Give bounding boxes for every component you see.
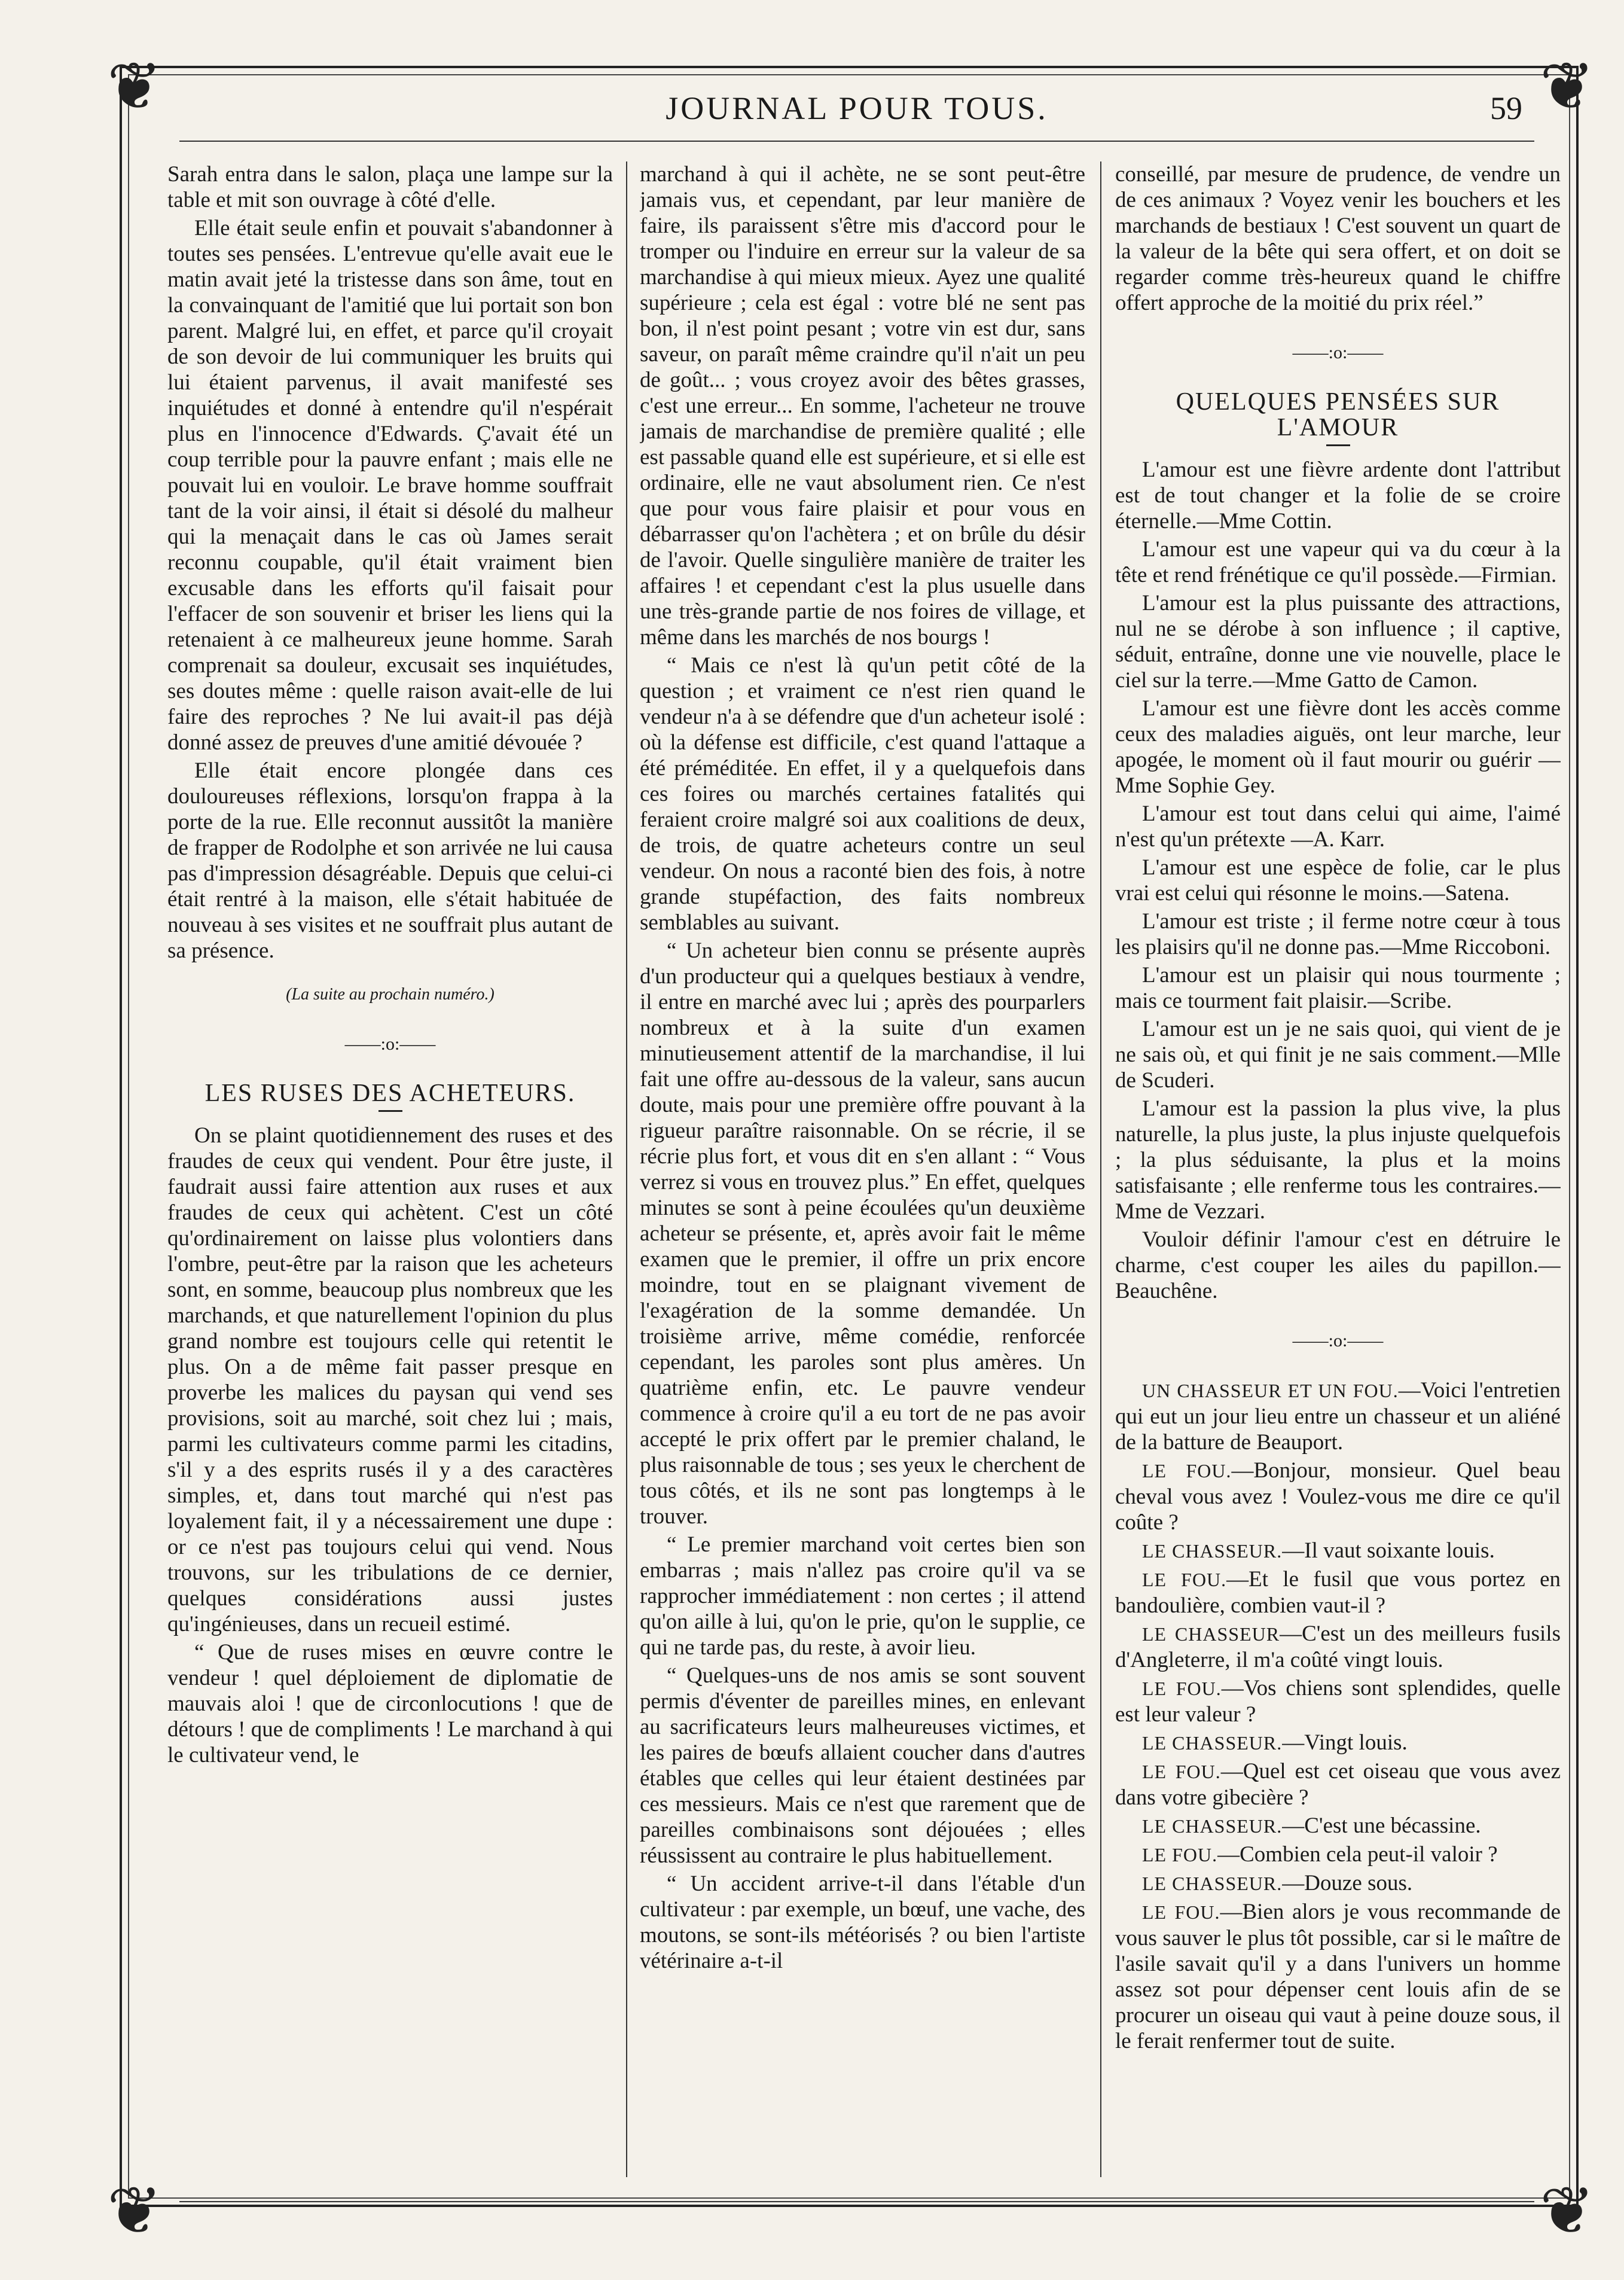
title-dash: [378, 1110, 402, 1112]
paragraph: “ Un accident arrive-t-il dans l'étable d'un cultivateur : par exemple, un bœuf, une vache, des moutons, se sont-ils météorisés ? ou bien l'artiste vétérinaire a-t-il: [640, 1871, 1085, 1973]
speaker: LE CHASSEUR.: [1142, 1540, 1283, 1562]
corner-ornament-icon: ❦: [1539, 2175, 1595, 2248]
speaker: LE CHASSEUR.: [1142, 1815, 1283, 1837]
paragraph: Sarah entra dans le salon, plaça une lampe sur la table et mit son ouvrage à côté d'elle.: [167, 162, 613, 212]
dialogue-line: [1115, 1621, 1561, 1673]
speech: —Et le fusil que vous portez en bandoulière, combien vaut-il ?: [1115, 1567, 1561, 1618]
speaker: LE FOU.: [1142, 1844, 1218, 1866]
speech: —Combien cela peut-il valoir ?: [1217, 1842, 1498, 1867]
speaker: LE FOU.: [1142, 1678, 1222, 1699]
column-1: [167, 161, 613, 2177]
section-separator: ——:o:——: [1292, 343, 1384, 362]
paragraph: “ Un acheteur bien connu se présente auprès d'un producteur qui a quelques bestiaux à vendre, il entre en marché avec lui ; après des pourparlers nombreux et à la suite d'un examen minutieusement attentif de la marchandise, il lui fait une offre au-dessous de la valeur, sans aucun doute, mais pour une première offre pouvant à la rigueur paraître raisonnable. On se récrie, il se récrie plus fort, et vous dit en s'en allant : “ Vous verrez si vous en trouvez plus.” En effet, quelques minutes se sont à peine écoulées qu'un deuxième acheteur se présente, et, après avoir fait le même examen que le premier, il offre un prix encore moindre, tout en se plaignant vivement de l'exagération de la somme demandée. Un troisième arrive, même comédie, renforcée cependant, les paroles sont plus amères. Un quatrième enfin, etc. Le pauvre vendeur commence à croire qu'il a eu tort de ne pas avoir accepté le prix offert par le premier chaland, le plus raisonnable de tous ; ses yeux le cherchent de tous côtés, et ils ne sont pas longtemps à le trouver.: [640, 938, 1085, 1529]
corner-ornament-icon: ❦: [106, 50, 163, 123]
dialogue-heading: UN CHASSEUR ET UN FOU.: [1142, 1380, 1399, 1401]
speech: —Bonjour, monsieur. Quel beau cheval vous avez ! Voulez-vous me dire ce qu'il coûte ?: [1115, 1458, 1561, 1535]
dialogue-line: [1115, 1675, 1561, 1727]
page-number: 59: [1490, 90, 1522, 126]
dialogue-line: [1115, 1458, 1561, 1535]
quote: L'amour est une espèce de folie, car le plus vrai est celui qui résonne le moins.—Satena.: [1115, 855, 1561, 906]
speech: —C'est une bécassine.: [1282, 1813, 1481, 1838]
section-separator: ——:o:——: [344, 1034, 436, 1054]
paragraph: “ Que de ruses mises en œuvre contre le vendeur ! quel déploiement de diplomatie de mauvais aloi ! que de circonlocutions ! que de détours ! que de compliments ! Le marchand à qui le cultivateur vend, le: [167, 1640, 613, 1767]
speaker: LE CHASSEUR: [1142, 1623, 1280, 1645]
speech: —Vos chiens sont splendides, quelle est leur valeur ?: [1115, 1676, 1561, 1727]
section-separator: ——:o:——: [1292, 1331, 1384, 1351]
corner-ornament-icon: ❦: [106, 2175, 163, 2248]
quote: L'amour est un je ne sais quoi, qui vient de je ne sais où, et qui finit je ne sais comment.—Mlle de Scuderi.: [1115, 1017, 1561, 1093]
speech: —Quel est cet oiseau que vous avez dans votre gibecière ?: [1115, 1759, 1561, 1810]
speech: —Il vaut soixante louis.: [1282, 1538, 1495, 1563]
article-columns: [167, 161, 1561, 2177]
quote: L'amour est la plus puissante des attractions, nul ne se dérobe à son influence ; il captive, séduit, entraîne, donne une vie nouvelle, place le ciel sur la terre.—Mme Gatto de Camon.: [1115, 591, 1561, 693]
dialogue-line: [1115, 1870, 1561, 1897]
quote: L'amour est une fièvre dont les accès comme ceux des maladies aiguës, ont leur marche, leur apogée, le moment où il faut mourir ou guérir —Mme Sophie Gey.: [1115, 696, 1561, 798]
paragraph: “ Mais ce n'est là qu'un petit côté de la question ; et vraiment ce n'est rien quand le vendeur n'a à se défendre que d'un acheteur isolé : où la défense est difficile, c'est quand l'attaque a été préméditée. En effet, il y a quelquefois dans ces foires ou marchés certaines fatalités qui feraient croire malgré soi aux coalitions de deux, de trois, de quatre acheteurs contre un seul vendeur. On nous a raconté bien des fois, à notre grande stupéfaction, des faits nombreux semblables au suivant.: [640, 653, 1085, 935]
speaker: LE CHASSEUR.: [1142, 1732, 1283, 1754]
column-divider: [626, 161, 627, 2177]
speech: —Douze sous.: [1282, 1871, 1413, 1895]
page-header: [179, 84, 1534, 138]
corner-ornament-icon: ❦: [1539, 50, 1595, 123]
dialogue-line: [1115, 1758, 1561, 1810]
section-title: QUELQUES PENSÉES SUR L'AMOUR: [1176, 388, 1500, 441]
column-divider: [1100, 161, 1101, 2177]
column-2: [640, 161, 1085, 2177]
quote: L'amour est une vapeur qui va du cœur à la tête et rend frénétique ce qu'il possède.—Firmian.: [1115, 537, 1561, 587]
journal-title: JOURNAL POUR TOUS.: [666, 90, 1048, 126]
paragraph: “ Quelques-uns de nos amis se sont souvent permis d'éventer de pareilles mines, en enlevant au sacrificateurs leurs malheureuses victimes, et les paires de bœufs allaient coucher dans d'autres étables que celles qui leur étaient destinées par ces messieurs. Mais ce n'est que rarement que de pareilles combinaisons sont déjouées ; elles réussissent au contraire le plus habituellement.: [640, 1663, 1085, 1868]
dialogue-intro: [1115, 1377, 1561, 1455]
speaker: LE CHASSEUR.: [1142, 1873, 1283, 1894]
dialogue-line: [1115, 1813, 1561, 1839]
quote: L'amour est un plaisir qui nous tourmente ; mais ce tourment fait plaisir.—Scribe.: [1115, 963, 1561, 1013]
paragraph: conseillé, par mesure de prudence, de vendre un de ces animaux ? Voyez venir les bouchers et les marchands de bestiaux ! C'est souvent un quart de la valeur de la bête qui sera offert, et on doit se regarder comme très-heureux quand le chiffre offert approche de la moitié du prix réel.”: [1115, 162, 1561, 315]
quote: Vouloir définir l'amour c'est en détruire le charme, c'est couper les ailes du papillon.—Beauchêne.: [1115, 1227, 1561, 1303]
dialogue-line: [1115, 1842, 1561, 1868]
dialogue-line: [1115, 1899, 1561, 2054]
column-3: [1115, 161, 1561, 2177]
title-dash: [1326, 444, 1350, 446]
header-rule: [179, 141, 1534, 142]
section-title: LES RUSES DES ACHETEURS.: [204, 1080, 576, 1107]
paragraph: “ Le premier marchand voit certes bien son embarras ; mais n'allez pas croire qu'il va se rapprocher immédiatement : non certes ; il attend qu'on aille à lui, qu'on le prie, qu'on le supplie, ce qui ne tarde pas, du reste, à avoir lieu.: [640, 1532, 1085, 1660]
speaker: LE FOU.: [1142, 1901, 1220, 1923]
speaker: LE FOU.: [1142, 1569, 1227, 1590]
speech: —Bien alors je vous recommande de vous sauver le plus tôt possible, car si le maître de l'asile savait qu'il y a dans l'univers un homme assez sot pour dépenser cent louis afin de se procurer un oiseau qui vaut à peine douze sous, il le ferait renfermer tout de suite.: [1115, 1900, 1561, 2053]
paragraph: marchand à qui il achète, ne se sont peut-être jamais vus, et cependant, par leur manière de faire, ils paraissent s'être mis d'accord pour le tromper ou l'induire en erreur sur la valeur de sa marchandise à qui mieux mieux. Ayez une qualité supérieure ; cela est égal : votre blé ne sent pas bon, il n'est point pesant ; votre vin est dur, sans saveur, on paraît même craindre qu'il n'ait un peu de goût... ; vous croyez avoir des bêtes grasses, c'est une erreur... En somme, l'acheteur ne trouve jamais de marchandise de première qualité ; elle est passable quand elle est supérieure, et si elle est ordinaire, elle ne vaut absolument rien. Ce n'est que pour vous faire plaisir et pour vous en débarrasser qu'on l'achètera ; et on brûle du désir de l'avoir. Quelle singulière manière de traiter les affaires ! et cependant c'est la plus usuelle dans une très-grande partie de nos foires de village, et même dans les marchés de nos bourgs !: [640, 162, 1085, 650]
quote: L'amour est la passion la plus vive, la plus naturelle, la plus juste, la plus injuste quelquefois ; la plus séduisante, la plus et la moins satisfaisante ; elle renferme tous les contraires.—Mme de Vezzari.: [1115, 1096, 1561, 1224]
paragraph: Elle était seule enfin et pouvait s'abandonner à toutes ses pensées. L'entrevue qu'elle avait eue le matin avait jeté la tristesse dans son âme, tout en la convainquant de l'amitié que lui portait son bon parent. Malgré lui, en effet, et parce qu'il croyait de son devoir de lui communiquer les bruits qui lui étaient parvenus, il avait manifesté ses inquiétudes et donné à entendre qu'il n'espérait plus en l'innocence d'Edwards. Ç'avait été un coup terrible pour la pauvre enfant ; mais elle ne pouvait lui en vouloir. Le brave homme souffrait tant de la voir ainsi, il était si désolé du malheur qui la menaçait dans le cas où James serait reconnu coupable, qu'il était vraiment bien excusable dans les efforts qu'il faisait pour l'effacer de son souvenir et briser les liens qui la retenaient à ce malheureux jeune homme. Sarah comprenait sa douleur, excusait ses inquiétudes, ses doutes même : quelle raison avait-elle de lui faire des reproches ? Ne lui avait-il pas déjà donné assez de preuves d'une amitié dévouée ?: [167, 216, 613, 755]
dialogue-line: [1115, 1538, 1561, 1564]
paragraph: Elle était encore plongée dans ces douloureuses réflexions, lorsqu'on frappa à la porte de la rue. Elle reconnut aussitôt la manière de frapper de Rodolphe et son arrivée ne lui causa pas d'impression désagréable. Depuis que celui-ci était rentré à la maison, elle s'était habituée de nouveau à ses visites et ne souffrait plus autant de sa présence.: [167, 758, 613, 963]
speaker: LE FOU.: [1142, 1761, 1221, 1782]
quote: L'amour est tout dans celui qui aime, l'aimé n'est qu'un prétexte —A. Karr.: [1115, 801, 1561, 852]
footer-rule: [179, 2201, 1534, 2202]
speaker: LE FOU.: [1142, 1460, 1232, 1482]
dialogue-intro-text: —Voici l'entretien qui eut un jour lieu entre un chasseur et un aliéné de la batture de Beauport.: [1115, 1378, 1561, 1455]
speech: —C'est un des meilleurs fusils d'Angleterre, il m'a coûté vingt louis.: [1115, 1621, 1561, 1672]
paragraph: On se plaint quotidiennement des ruses et des fraudes de ceux qui vendent. Pour être juste, il faudrait aussi faire attention aux ruses et aux fraudes de ceux qui achètent. C'est un côté qu'ordinairement on laisse plus volontiers dans l'ombre, peut-être par la raison que les acheteurs sont, en somme, beaucoup plus nombreux que les marchands, et que naturellement l'opinion du plus grand nombre est toujours celle qui retentit le plus. On a de même fait passer presque en proverbe les malices du paysan qui vend ses provisions, soit au marché, soit chez lui ; mais, parmi les cultivateurs comme parmi les citadins, s'il y a des esprits rusés il y a des caractères simples, et, dans tout marché qui n'est pas loyalement fait, il y a nécessairement une dupe : or ce n'est pas toujours celui qui vend. Nous trouvons, sur les tribulations de ce dernier, quelques considérations aussi justes qu'ingénieuses, dans un recueil estimé.: [167, 1123, 613, 1636]
dialogue-line: [1115, 1566, 1561, 1618]
dialogue-line: [1115, 1730, 1561, 1756]
quote: L'amour est une fièvre ardente dont l'attribut est de tout changer et la folie de se croire éternelle.—Mme Cottin.: [1115, 458, 1561, 534]
speech: —Vingt louis.: [1282, 1730, 1408, 1755]
quote: L'amour est triste ; il ferme notre cœur à tous les plaisirs qu'il ne donne pas.—Mme Riccoboni.: [1115, 909, 1561, 959]
continuation-note: (La suite au prochain numéro.): [286, 985, 494, 1004]
